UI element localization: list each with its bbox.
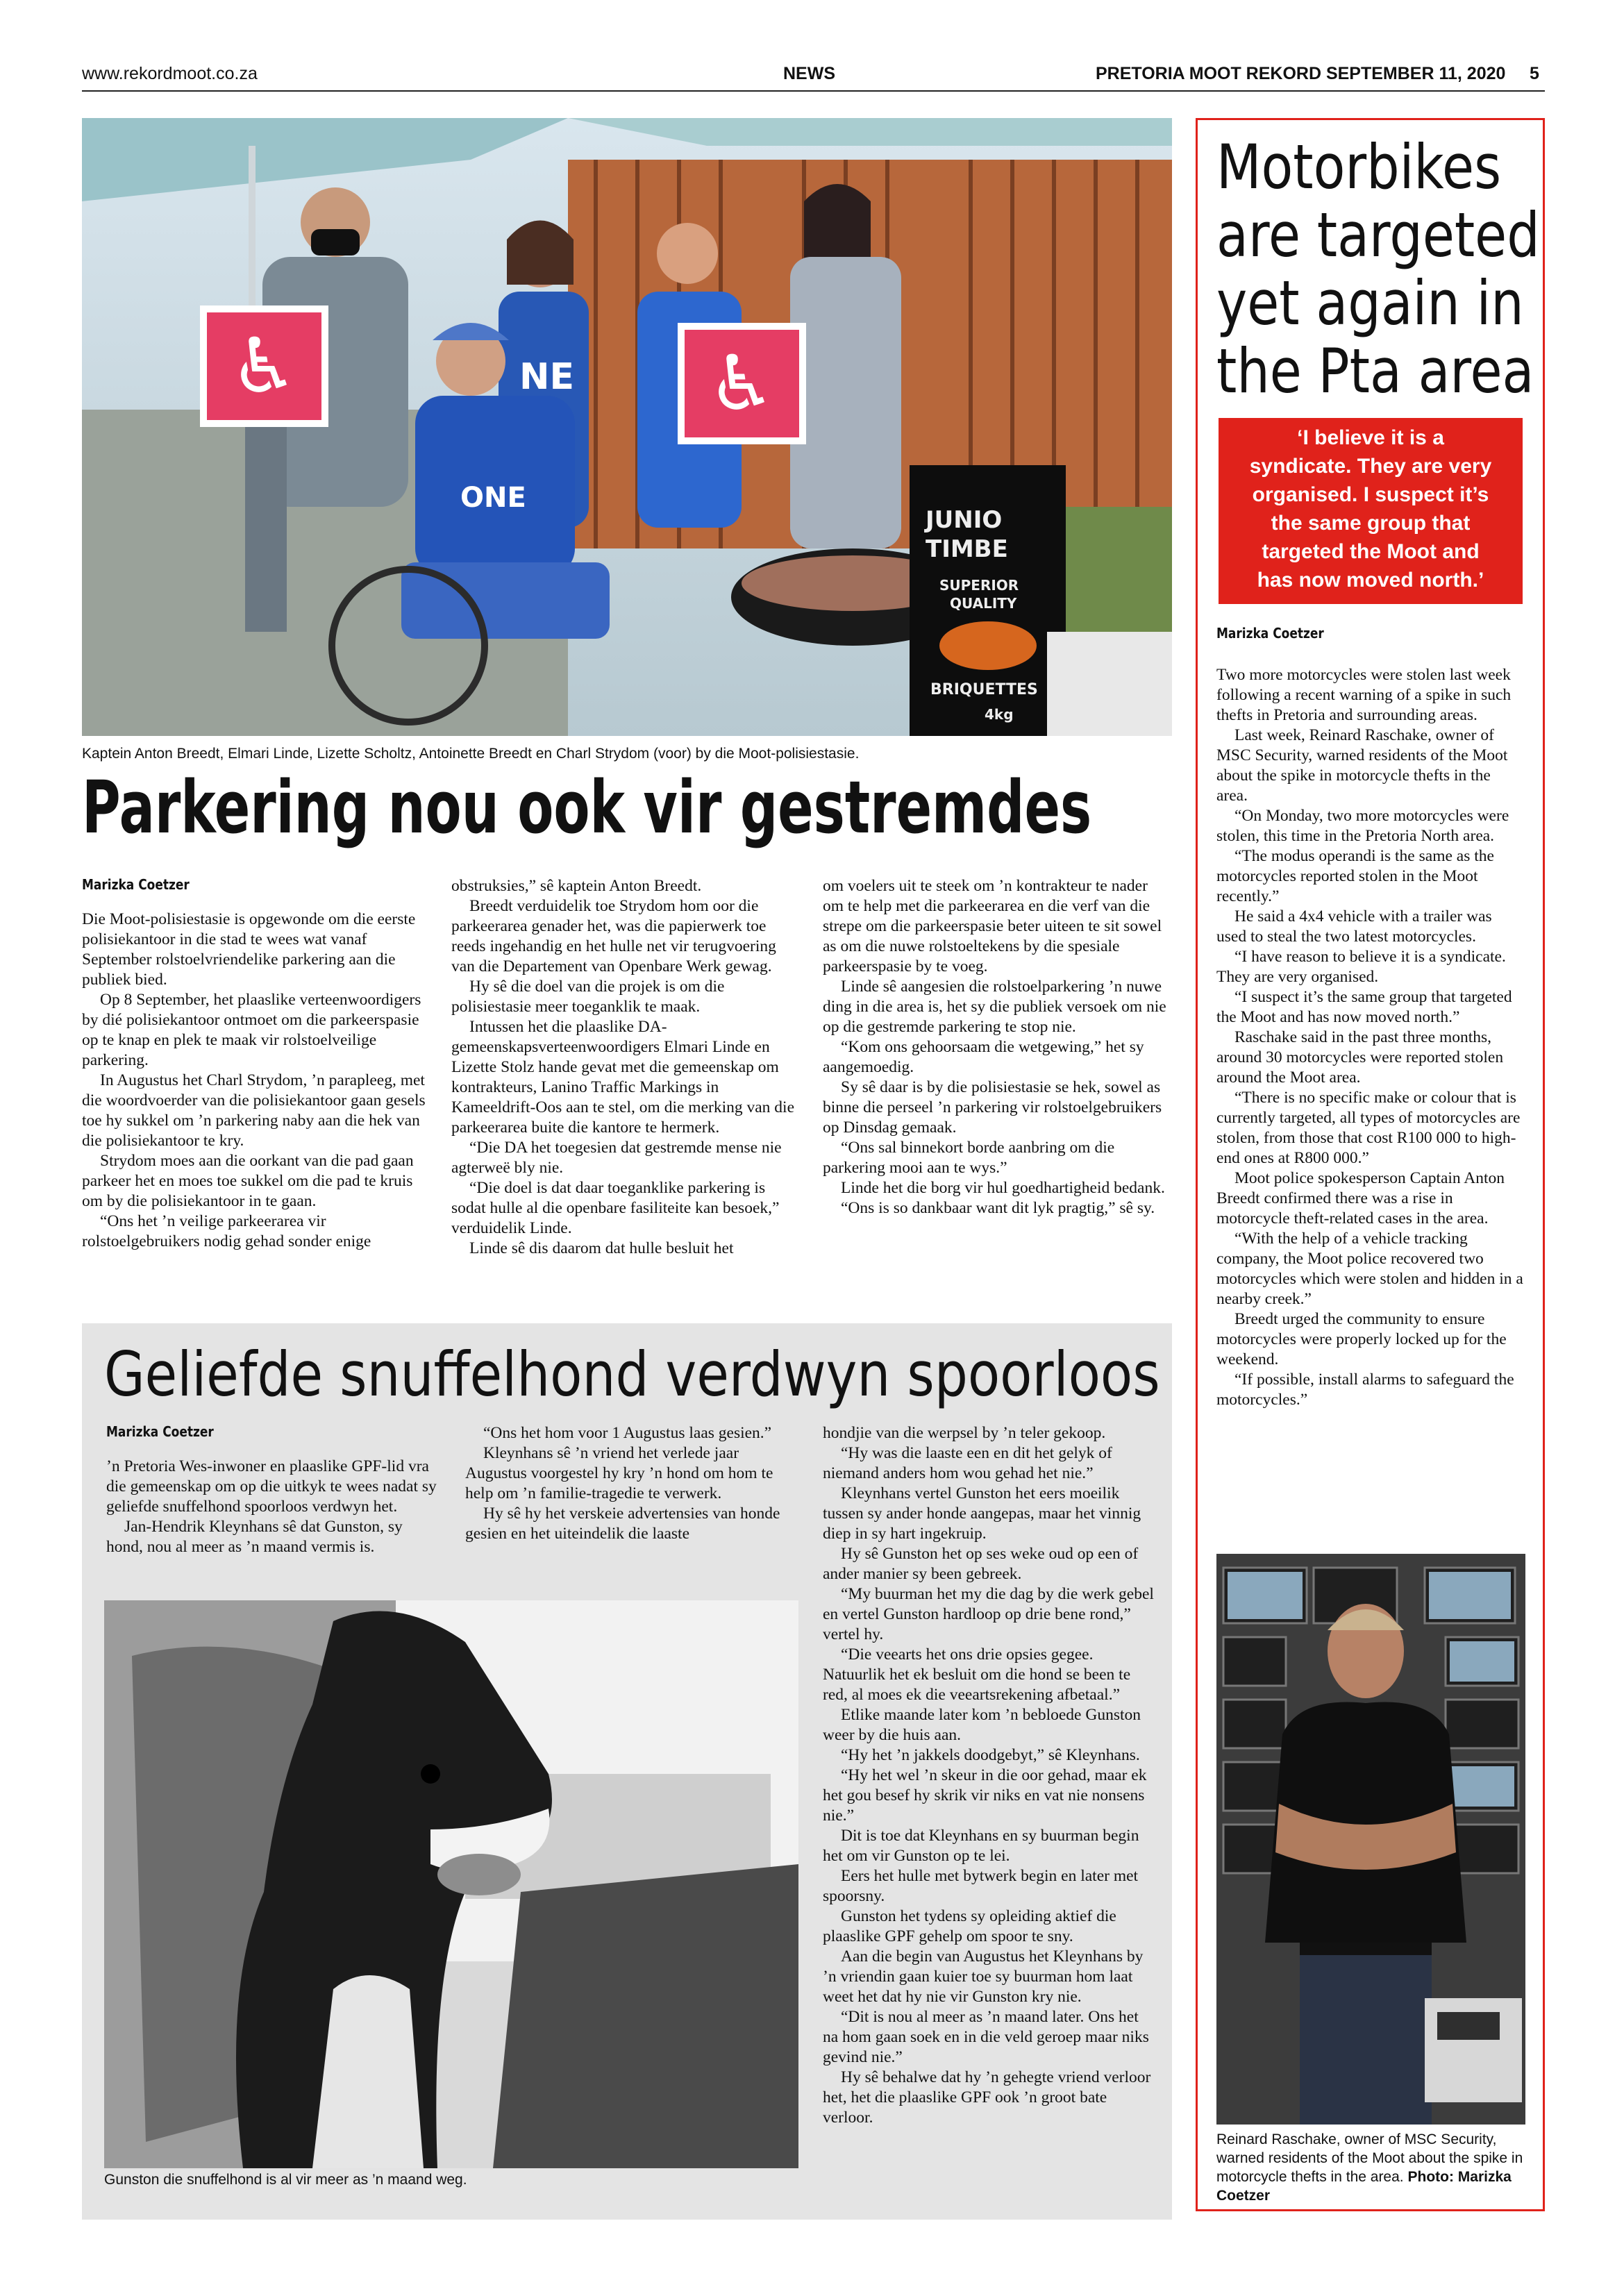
dog-photo <box>104 1600 798 2168</box>
publication-dateline: PRETORIA MOOT REKORD SEPTEMBER 11, 2020 <box>1096 64 1506 83</box>
svg-text:SUPERIOR: SUPERIOR <box>939 577 1019 594</box>
sidebar-body: Two more motorcycles were stolen last week following a recent warning of a spike in such thefts in Pretoria and surrounding areas. Last week, Reinard Raschake, owner of MSC Security, warned residents of the Moot about the spike in motorcycle thefts in the area. “On Monday, two more motorcycles were stolen, this time in the Pretoria North area. “The modus operandi is the same as the motorcycles reported stolen in the Moot recently.” He said a 4x4 vehicle with a trailer was used to steal the two latest motorcycles. “I have reason to believe it is a syndicate. They are very organised. “I suspect it’s the same group that targeted the Moot and has now moved north.” Raschake said in the past three months, around 30 motorcycles were reported stolen around the Moot area. “There is no specific make or colour that is currently targeted, all types of motorcycles are stolen, from those that cost R100 000 to high-end ones at R800 000.” Moot police spokesperson Captain Anton Breedt confirmed there was a rise in motorcycle theft-related cases in the area. “With the help of a vehicle tracking company, the Moot police recovered two motorcycles which were stolen and hidden in a nearby creek.” Breedt urged the community to ensure motorcycles were properly locked up for the weekend. “If possible, install alarms to safeguard the motorcycles.” <box>1216 666 1523 1409</box>
svg-text:♿: ♿ <box>707 339 776 428</box>
raschake-photo-illustration <box>1216 1554 1525 2125</box>
svg-text:TIMBE: TIMBE <box>926 535 1008 563</box>
header-rule <box>82 90 1545 92</box>
story2-headline: Geliefde snuffelhond verdwyn spoorloos <box>104 1339 1160 1410</box>
svg-text:ONE: ONE <box>460 482 526 514</box>
story1-column-1: Die Moot-polisiestasie is opgewonde om die eerste polisiekantoor in die stad te wees wat vanaf September rolstoelvriendelike parkering aan die publiek bied. Op 8 September, het plaaslike verteenwoordigers by dié polisiekantoor ontmoet om die parkeerspasie op te knap en plek te maak vir rolstoelveilige parkering. In Augustus het Charl Strydom, ’n parapleeg, met die woordvoerder van die polisiekantoor gaan gesels toe hy sukkel om ’n parkering naby aan die hek van die polisiekantoor te kry. Strydom moes aan die oorkant van die pad gaan parkeer het en moes toe sukkel om die pad te kruis om by die polisiekantoor in te gaan. “Ons het ’n veilige parkeerarea vir rolstoelgebruikers nodig gehad sonder enige <box>82 910 426 1250</box>
group-photo-illustration <box>82 118 1172 736</box>
section-label: NEWS <box>783 64 835 83</box>
sidebar-headline-line-4: the Pta area <box>1216 335 1534 407</box>
sidebar-headline-line-3: yet again in <box>1216 267 1524 339</box>
svg-text:NE: NE <box>519 356 575 398</box>
dog-photo-illustration <box>104 1600 798 2168</box>
story1-column-3: om voelers uit te steek om ’n kontrakteur te nader om te help met die parkeerarea en die verf van die strepe om die parkeerspasie beter uiteen te sit sowel as om die nuwe rolstoeltekens by die spesiale parkeerspasie by te voeg. Linde sê aangesien die rolstoelparkering ’n nuwe ding in die area is, het sy die publiek versoek om nie op die gestremde parkering te stop nie. “Kom ons gehoorsaam die wetgewing,” het sy aangemoedig. Sy sê daar is by die polisiestasie se hek, sowel as binne die perseel ’n parkering vir rolstoelgebruikers op Dinsdag gemaak. “Ons sal binnekort borde aanbring om die parkering mooi aan te wys.” Linde het die borg vir hul goedhartigheid bedank. “Ons is so dankbaar want dit lyk pragtig,” sê sy. <box>823 877 1166 1217</box>
story2-column-2: “Ons het hom voor 1 Augustus laas gesien.” Kleynhans sê ’n vriend het verlede jaar Augustus voorgestel hy kry ’n hond om hom te help om ’n familie-tragedie te verwerk. Hy sê hy het verskeie advertensies van honde gesien en het uiteindelik die laaste <box>465 1424 780 1543</box>
svg-text:BRIQUETTES: BRIQUETTES <box>930 681 1038 698</box>
svg-text:QUALITY: QUALITY <box>950 595 1017 612</box>
sidebar-photo-credit: Photo: Marizka Coetzer <box>1216 2169 1512 2204</box>
story2-column-3: hondjie van die werpsel by ’n teler gekoop. “Hy was die laaste een en dit het gelyk of niemand anders hom wou gehad het nie.” Kleynhans vertel Gunston het eers moeilik tussen sy ander honde aangepas, maar het vinnig diep in sy hart ingekruip. Hy sê Gunston het op ses weke oud op een of ander manier sy been gebreek. “My buurman het my die dag by die werk gebel en vertel Gunston hardloop op drie bene rond,” vertel hy. “Die veearts het ons drie opsies gegee. Natuurlik het ek besluit om die hond se been te red, al moes ek die veeartsrekening afbetaal.” Etlike maande later kom ’n bebloede Gunston weer by die huis aan. “Hy het ’n jakkels doodgebyt,” sê Kleynhans. “Hy het wel ’n skeur in die oor gehad, maar ek het gou besef hy skrik vir niks en vat nie nonsens nie.” Dit is toe dat Kleynhans en sy buurman begin het om vir Gunston op te lei. Eers het hulle met bytwerk begin en later met spoorsny. Gunston het tydens sy opleiding aktief die plaaslike GPF gehelp om spoor te sny. Aan die begin van Augustus het Kleynhans by ’n vriendin gaan kuier toe sy buurman hom laat weet het dat hy nie vir Gunston kry nie. “Dit is nou al meer as ’n maand later. Ons het na hom gaan soek en in die veld geroep maar niks gevind nie.” Hy sê behalwe dat hy ’n gehegte vriend verloor het, het die plaaslike GPF ook ’n groot bate verloor. <box>823 1424 1154 2127</box>
raschake-photo <box>1216 1554 1525 2125</box>
story1-byline: Marizka Coetzer <box>82 876 190 893</box>
police-station-group-photo <box>82 118 1172 736</box>
sidebar-byline: Marizka Coetzer <box>1216 625 1324 642</box>
sidebar-photo-caption: Reinard Raschake, owner of MSC Security, warned residents of the Moot about the spike in motorcycle thefts in the area. Photo: Marizka Coetzer <box>1216 2131 1523 2204</box>
svg-text:♿: ♿ <box>229 321 299 410</box>
page-number: 5 <box>1530 64 1539 83</box>
story2-photo-caption: Gunston die snuffelhond is al vir meer as ’n maand weg. <box>104 2172 467 2188</box>
sidebar-pullquote: ‘I believe it is a syndicate. They are very organised. I suspect it’s the same group that targeted the Moot and has now moved north.’ <box>1219 418 1523 604</box>
sidebar-headline-line-2: are targeted <box>1216 199 1540 271</box>
sidebar-headline <box>1216 131 1540 407</box>
story1-headline: Parkering nou ook vir gestremdes <box>82 765 1092 850</box>
svg-text:JUNIO: JUNIO <box>926 506 1003 534</box>
story2-byline: Marizka Coetzer <box>106 1423 214 1440</box>
sidebar-headline-line-1: Motorbikes <box>1216 131 1502 203</box>
svg-text:4kg: 4kg <box>985 706 1014 723</box>
website-url[interactable]: www.rekordmoot.co.za <box>82 64 258 83</box>
story1-column-2: obstruksies,” sê kaptein Anton Breedt. Breedt verduidelik toe Strydom hom oor die parkeerarea genader het, was die papierwerk toe reeds ingehandig en het hulle net vir terugvoering van die Departement van Openbare Werk gewag. Hy sê die doel van die projek is om die polisiestasie meer toeganklik te maak. Intussen het die plaaslike DA-gemeenskapsverteenwoordigers Elmari Linde en Lizette Stolz hande gevat met die gemeenskap om kontrakteurs, Lanino Traffic Markings in Kameeldrift-Oos aan te stel, om die merking van die parkeerarea buite die kantore te hermerk. “Die DA het toegesien dat gestremde mense nie agterweë bly nie. “Die doel is dat daar toeganklike parkering is sodat hulle al die openbare fasiliteite kan besoek,” verduidelik Linde. Linde sê dis daarom dat hulle besluit het <box>451 877 794 1257</box>
story2-column-1: ’n Pretoria Wes-inwoner en plaaslike GPF-lid vra die gemeenskap om op die uitkyk te wees nadat sy geliefde snuffelhond spoorloos verdwyn het. Jan-Hendrik Kleynhans sê dat Gunston, sy hond, nou al meer as ’n maand vermis is. <box>106 1457 437 1556</box>
story1-photo-caption: Kaptein Anton Breedt, Elmari Linde, Lizette Scholtz, Antoinette Breedt en Charl Strydom (voor) by die Moot-polisiestasie. <box>82 746 860 762</box>
